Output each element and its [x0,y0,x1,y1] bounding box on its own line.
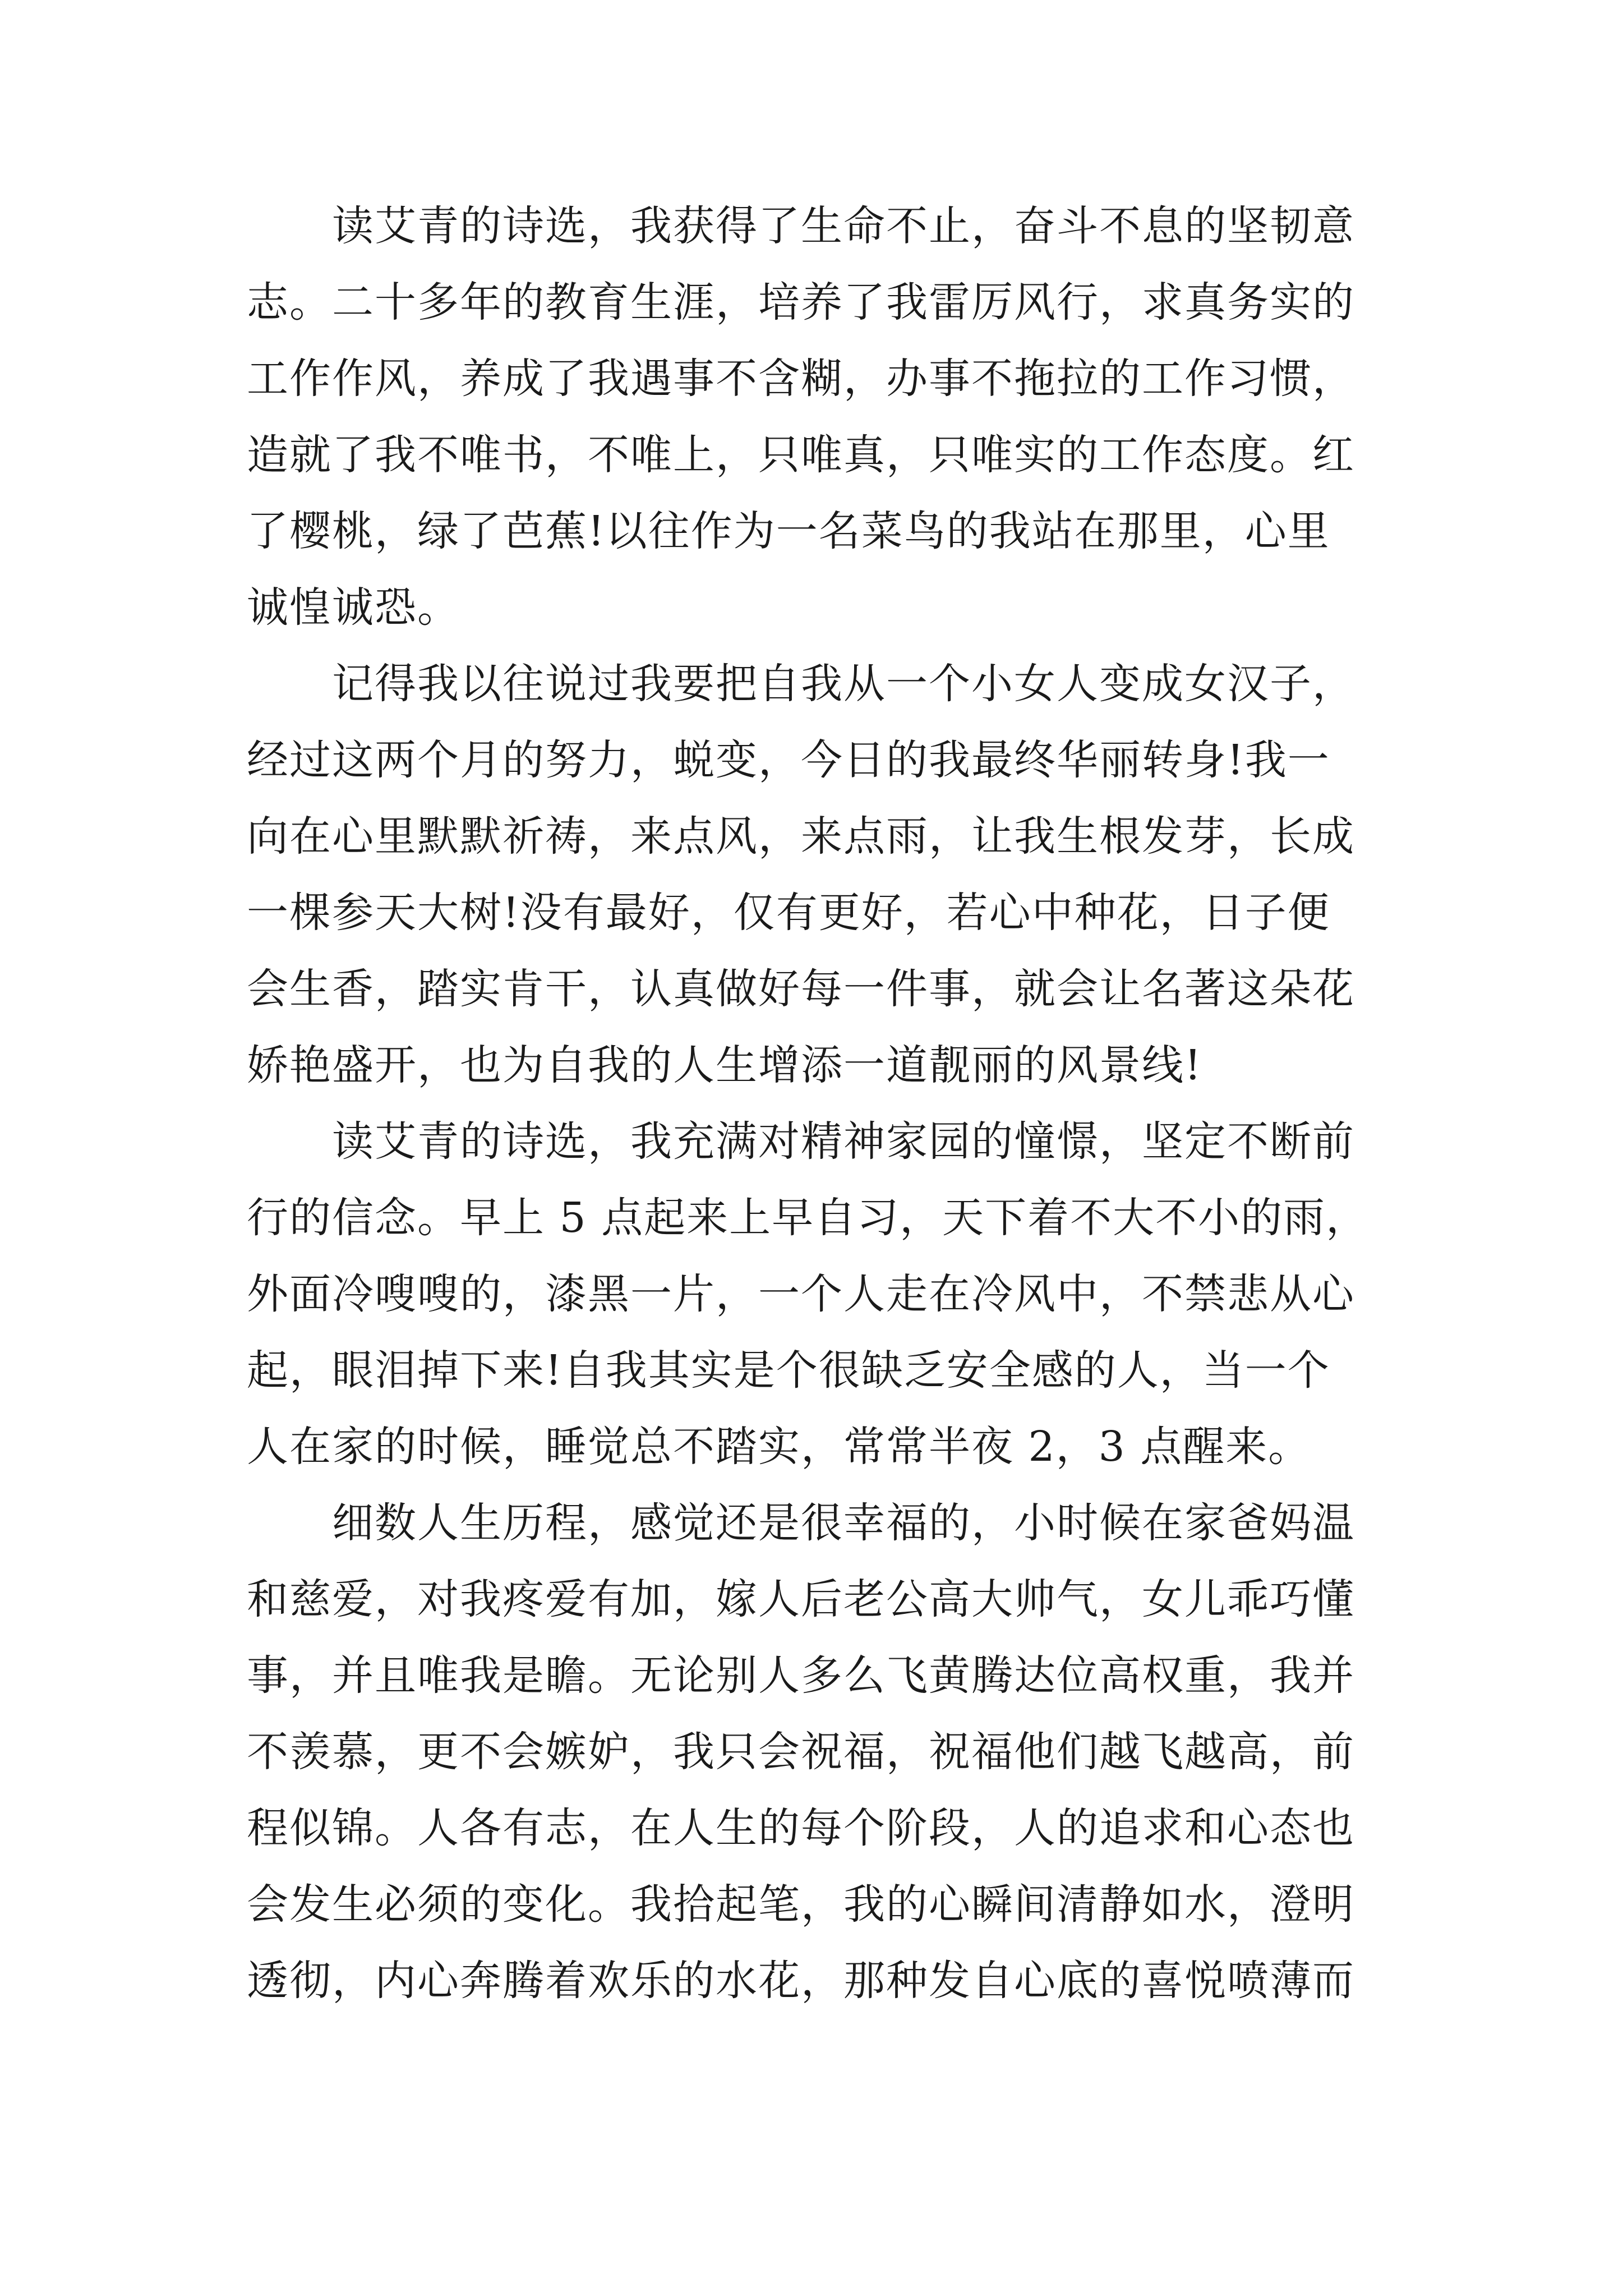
text-line: 工作作风，养成了我遇事不含糊，办事不拖拉的工作习惯， [247,355,1355,403]
text-line: 读艾青的诗选，我获得了生命不止，奋斗不息的坚韧意 [247,202,1355,250]
text-line: 一棵参天大树!没有最好，仅有更好，若心中种花，日子便 [247,889,1330,937]
text-line: 细数人生历程，感觉还是很幸福的，小时候在家爸妈温 [247,1499,1355,1547]
text-line: 透彻，内心奔腾着欢乐的水花，那种发自心底的喜悦喷薄而 [247,1957,1355,2005]
text-line: 经过这两个月的努力，蜕变，今日的我最终华丽转身!我一 [247,736,1330,784]
paragraph-3 [247,1103,1430,1485]
text-line: 不羡慕，更不会嫉妒，我只会祝福，祝福他们越飞越高，前 [247,1728,1355,1776]
document-body [247,188,1430,2019]
text-line: 会生香，踏实肯干，认真做好每一件事，就会让名著这朵花 [247,965,1355,1013]
paragraph-1 [247,188,1430,646]
text-line: 会发生必须的变化。我拾起笔，我的心瞬间清静如水，澄明 [247,1880,1355,1929]
text-line: 读艾青的诗选，我充满对精神家园的憧憬，坚定不断前 [247,1117,1355,1166]
text-line: 和慈爱，对我疼爱有加，嫁人后老公高大帅气，女儿乖巧懂 [247,1575,1355,1623]
text-line: 起，眼泪掉下来!自我其实是个很缺乏安全感的人，当一个 [247,1346,1330,1395]
text-line: 外面冷嗖嗖的，漆黑一片，一个人走在冷风中，不禁悲从心 [247,1270,1355,1318]
text-line: 记得我以往说过我要把自我从一个小女人变成女汉子， [247,660,1355,708]
text-line: 行的信念。早上 5 点起来上早自习，天下着不大不小的雨， [247,1194,1369,1242]
text-line: 诚惶诚恐。 [247,583,460,632]
text-line: 了樱桃，绿了芭蕉!以往作为一名菜鸟的我站在那里，心里 [247,507,1330,555]
text-line: 人在家的时候，睡觉总不踏实，常常半夜 2，3 点醒来。 [247,1423,1311,1471]
text-line: 事，并且唯我是瞻。无论别人多么飞黄腾达位高权重，我并 [247,1651,1355,1700]
text-line: 程似锦。人各有志，在人生的每个阶段，人的追求和心态也 [247,1804,1355,1852]
paragraph-4 [247,1485,1430,2019]
paragraph-2 [247,646,1430,1103]
text-line: 向在心里默默祈祷，来点风，来点雨，让我生根发芽，长成 [247,812,1355,861]
text-line: 造就了我不唯书，不唯上，只唯真，只唯实的工作态度。红 [247,431,1355,479]
text-line: 娇艳盛开，也为自我的人生增添一道靓丽的风景线! [247,1041,1202,1089]
text-line: 志。二十多年的教育生涯，培养了我雷厉风行，求真务实的 [247,278,1355,326]
